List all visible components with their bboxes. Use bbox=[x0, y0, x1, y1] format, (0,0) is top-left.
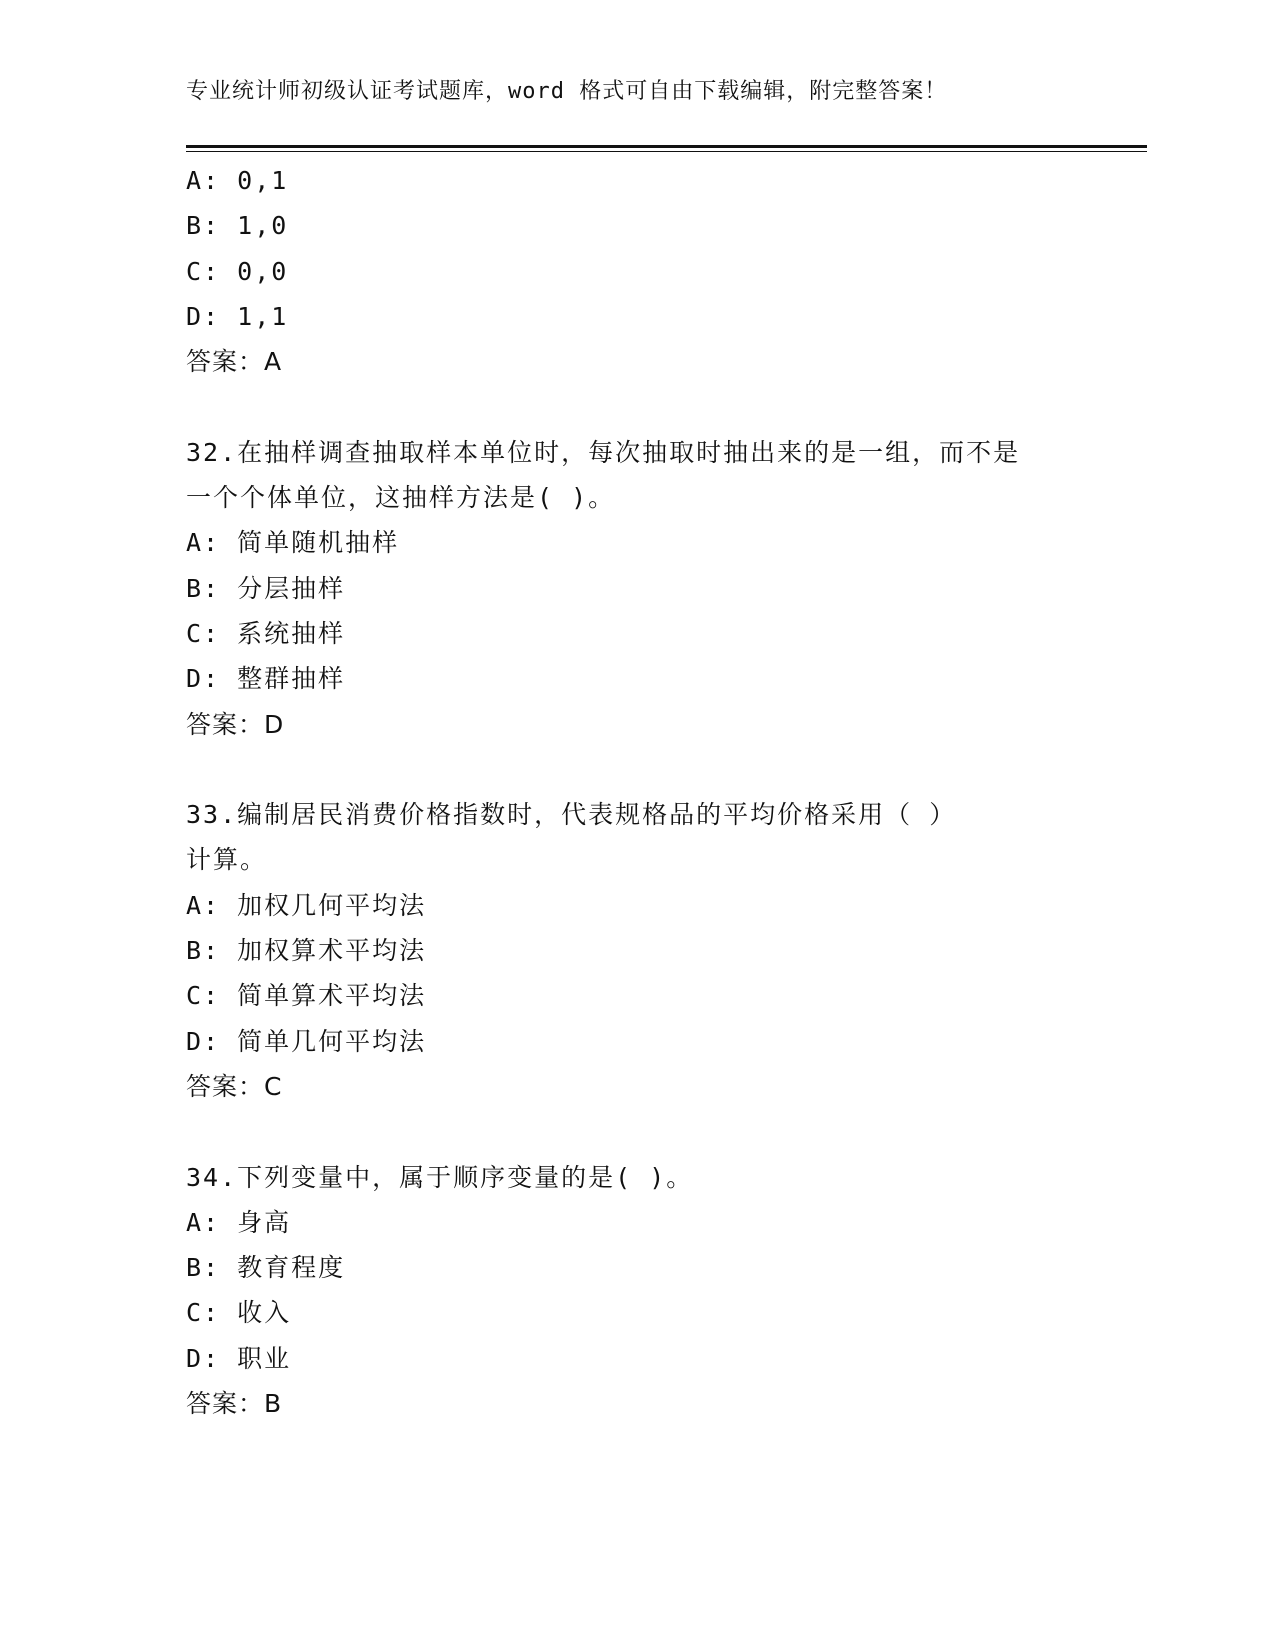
page-header: 专业统计师初级认证考试题库，word 格式可自由下载编辑，附完整答案！ bbox=[186, 79, 948, 104]
option-b: B: 1,0 bbox=[186, 211, 289, 241]
option-a: A: 身高 bbox=[186, 1207, 292, 1237]
answer-line: 答案：C bbox=[186, 1071, 283, 1101]
question-32 bbox=[186, 430, 1086, 747]
option-c: C: 收入 bbox=[186, 1298, 292, 1328]
option-d: D: 简单几何平均法 bbox=[186, 1026, 427, 1056]
spacer bbox=[186, 747, 1086, 792]
question-stem-line: 一个个体单位，这抽样方法是( )。 bbox=[186, 483, 616, 513]
question-stem-line: 33.编制居民消费价格指数时，代表规格品的平均价格采用（ ） bbox=[186, 800, 957, 830]
question-31-continued bbox=[186, 158, 1086, 384]
option-c: C: 0,0 bbox=[186, 256, 289, 286]
question-stem-line: 32.在抽样调查抽取样本单位时，每次抽取时抽出来的是一组，而不是 bbox=[186, 437, 1021, 467]
answer-line: 答案：D bbox=[186, 709, 285, 739]
answer-line: 答案：A bbox=[186, 347, 283, 377]
header-rule-thin bbox=[186, 151, 1147, 152]
option-b: B: 分层抽样 bbox=[186, 573, 346, 603]
question-list bbox=[186, 158, 1086, 1426]
option-b: B: 加权算术平均法 bbox=[186, 936, 427, 966]
question-stem-line: 计算。 bbox=[186, 845, 268, 875]
question-stem-line: 34.下列变量中，属于顺序变量的是( )。 bbox=[186, 1162, 694, 1192]
option-a: A: 0,1 bbox=[186, 166, 289, 195]
question-34 bbox=[186, 1155, 1086, 1427]
spacer bbox=[186, 384, 1086, 429]
option-a: A: 加权几何平均法 bbox=[186, 890, 427, 920]
question-33 bbox=[186, 792, 1086, 1109]
option-c: C: 简单算术平均法 bbox=[186, 981, 427, 1011]
option-c: C: 系统抽样 bbox=[186, 618, 346, 648]
option-a: A: 简单随机抽样 bbox=[186, 528, 400, 558]
option-d: D: 职业 bbox=[186, 1343, 292, 1373]
option-b: B: 教育程度 bbox=[186, 1253, 346, 1283]
option-d: D: 整群抽样 bbox=[186, 664, 346, 694]
header-rule-thick bbox=[186, 145, 1147, 148]
answer-line: 答案：B bbox=[186, 1389, 283, 1419]
option-d: D: 1,1 bbox=[186, 301, 289, 331]
spacer bbox=[186, 1109, 1086, 1154]
